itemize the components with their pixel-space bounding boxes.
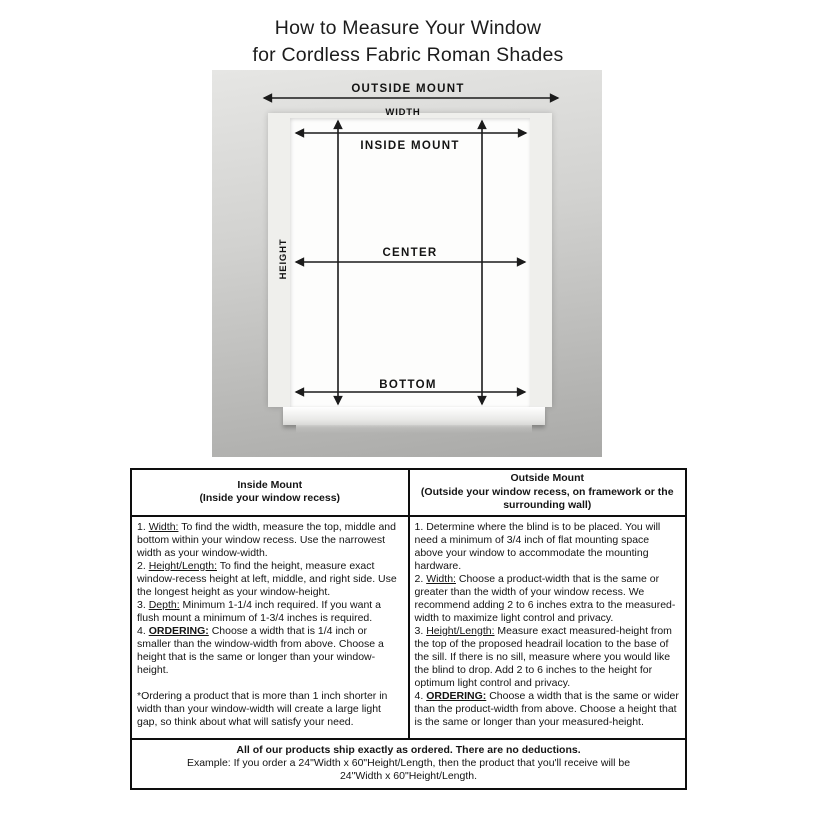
width-label: WIDTH (385, 107, 421, 118)
step-text: To find the width, measure the top, middle and bottom within your window recess. Use the narrowest width as your window-width. (137, 520, 396, 559)
step-lead: ORDERING: (148, 624, 209, 637)
table-header-row (131, 469, 686, 516)
shipping-note-example-line1: Example: If you order a 24"Width x 60"Height/Length, then the product that you'll receive will be (186, 756, 631, 769)
step-text: Choose a width that is the same or wider than the product-width from above. Choose a height that is the same or longer than your measured-height. (414, 689, 679, 728)
page-title (0, 15, 816, 69)
step-number: 3. (414, 624, 424, 637)
inside-mount-label: INSIDE MOUNT (360, 140, 460, 152)
step-number: 1. (137, 520, 146, 533)
measurement-arrows-overlay (212, 70, 602, 457)
center-label: CENTER (382, 247, 438, 259)
inside-mount-note: *Ordering a product that is more than 1 inch shorter in width than your window-width will create a large light gap, so think about what will satisfy your need. (137, 689, 388, 728)
outside-mount-label: OUTSIDE MOUNT (351, 83, 465, 95)
step-number: 1. (414, 520, 424, 533)
step-text: Choose a product-width that is the same or greater than the width of your window recess. We recommend adding 2 to 6 inches extra to the measured-width to maximize light control and privacy. (414, 572, 676, 624)
inside-step-4 (137, 625, 403, 677)
step-lead: ORDERING: (426, 689, 487, 702)
window-photo (212, 70, 602, 457)
outside-mount-instructions-cell (409, 516, 687, 739)
step-number: 4. (137, 624, 146, 637)
table-body-row (131, 516, 686, 739)
inside-mount-subtitle: (Inside your window recess) (199, 492, 341, 505)
step-lead: Height/Length: (148, 559, 217, 572)
step-text: To find the height, measure exact window-recess height at left, middle, and right side. Use the longest height as your window-height. (137, 559, 397, 598)
step-text: Minimum 1-1/4 inch required. If you want a flush mount a minimum of 1-3/4 inches is required. (137, 598, 381, 624)
outside-step-4 (415, 690, 681, 729)
inside-step-1 (137, 521, 403, 560)
height-label: HEIGHT (278, 238, 289, 280)
outside-step-3 (415, 625, 681, 690)
shipping-note-bold: All of our products ship exactly as ordered. There are no deductions. (236, 743, 581, 756)
outside-mount-subtitle: (Outside your window recess, on framework or the surrounding wall) (420, 485, 674, 511)
inside-step-3 (137, 599, 403, 625)
inside-step-2 (137, 560, 403, 599)
inside-mount-title: Inside Mount (237, 478, 303, 491)
shipping-note-cell (131, 739, 686, 789)
outside-mount-header-cell (409, 469, 687, 516)
table-footer-row (131, 739, 686, 789)
measuring-instructions-table (130, 468, 687, 790)
inside-mount-header-cell (131, 469, 409, 516)
step-number: 4. (414, 689, 424, 702)
step-text: Measure exact measured-height from the top of the proposed headrail location to the base of the sill. If there is no sill, measure where you would like the blind to drop. Add 2 to 6 inches to the height for optimum light control and privacy. (414, 624, 672, 689)
outside-step-2 (415, 573, 681, 625)
page-title-line2: for Cordless Fabric Roman Shades (252, 44, 564, 66)
step-number: 3. (137, 598, 146, 611)
step-lead: Width: (426, 572, 456, 585)
step-number: 2. (414, 572, 424, 585)
step-lead: Height/Length: (426, 624, 495, 637)
step-text: Determine where the blind is to be placed. You will need a minimum of 3/4 inch of flat mounting space above your window to accommodate the mounting hardware. (414, 520, 661, 572)
step-lead: Depth: (148, 598, 180, 611)
page-title-line1: How to Measure Your Window (274, 17, 542, 39)
step-text: Choose a width that is 1/4 inch or smaller than the window-width from above. Choose a height that is the same or longer than your window-height. (137, 624, 384, 676)
step-lead: Width: (148, 520, 179, 533)
step-number: 2. (137, 559, 146, 572)
outside-mount-title: Outside Mount (510, 472, 584, 484)
inside-mount-instructions-cell (131, 516, 409, 739)
shipping-note-example-line2: 24"Width x 60"Height/Length. (339, 769, 478, 782)
outside-step-1 (415, 521, 681, 573)
bottom-label: BOTTOM (379, 379, 437, 391)
